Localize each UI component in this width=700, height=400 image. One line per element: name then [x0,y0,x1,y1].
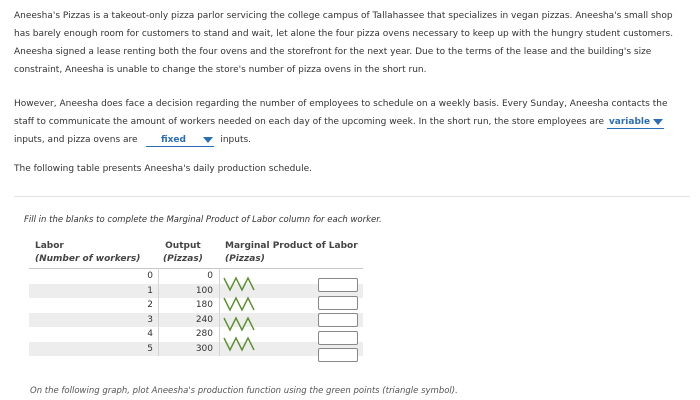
mpl-input-worker-5[interactable] [318,348,358,362]
mpl-input-worker-3[interactable] [318,313,358,327]
table-row [29,313,363,328]
mpl-bracket-connector [222,272,256,364]
next-instruction-text: On the following graph, plot Aneesha's production function using the green points (triangle symbol). [30,386,458,396]
mpl-header-title: Marginal Product of Labor [225,241,358,251]
decision-text-after: inputs. [220,135,252,145]
labor-cell: 0 [147,271,153,281]
column-divider [219,268,220,356]
table-row [29,342,363,357]
output-cell: 180 [195,300,213,310]
mpl-input-worker-1[interactable] [318,278,358,292]
decision-text-before: However, Aneesha does face a decision regarding the number of employees to schedule on a weekly basis. Every Sunday, Aneesha contacts the staff to communicate the amount of workers needed on each day of the upcoming week. In the short run, the store employees are [14,99,668,127]
employees-input-type-value: variable [608,117,651,127]
intro-paragraph: Aneesha's Pizzas is a takeout-only pizza parlor servicing the college campus of Tallahassee that specializes in vegan pizzas. Aneesha's small shop has barely enough room for customers to stand and wait, let alone the four pizza ovens necessary to keep up with the hungry student customers. Aneesha signed a lease renting both the four ovens and the storefront for the next year. Due to the terms of the lease and the building's size constraint, Aneesha is unable to change the store's number of pizza ovens in the short run. [14,11,674,75]
labor-cell: 2 [147,300,153,310]
table-intro-text: The following table presents Aneesha's daily production schedule. [14,164,313,174]
chevron-down-icon [653,119,663,125]
mpl-inputs [318,278,358,366]
labor-cell: 3 [147,314,153,325]
labor-cell: 4 [147,329,153,339]
decision-text-middle: inputs, and pizza ovens are [14,135,138,145]
mpl-header [225,240,358,266]
output-header [163,240,203,266]
ovens-input-type-value: fixed [160,135,186,145]
table-row [29,268,363,284]
labor-header-sub: (Number of workers) [35,254,141,264]
labor-header-title: Labor [35,241,64,251]
production-table [29,236,363,356]
output-header-title: Output [165,241,201,251]
output-cell: 0 [207,271,213,281]
output-cell: 100 [195,285,213,296]
output-cell: 280 [195,329,213,339]
mpl-header-sub: (Pizzas) [225,254,265,264]
table-row [29,327,363,342]
chevron-down-icon [203,137,213,143]
mpl-input-worker-4[interactable] [318,331,358,345]
instruction-text: Fill in the blanks to complete the Marginal Product of Labor column for each worker. [24,215,382,225]
table-header [29,236,363,268]
decision-paragraph [14,95,690,149]
ovens-input-type-dropdown[interactable] [146,134,214,147]
labor-cell: 5 [147,343,153,354]
table-row [29,298,363,313]
labor-header [35,240,140,266]
output-cell: 300 [195,343,213,354]
employees-input-type-dropdown[interactable] [607,116,664,129]
output-header-sub: (Pizzas) [163,254,203,264]
column-divider [158,268,159,356]
labor-cell: 1 [147,285,153,296]
output-cell: 240 [195,314,213,325]
table-row [29,284,363,299]
section-divider [14,196,690,197]
mpl-input-worker-2[interactable] [318,296,358,310]
